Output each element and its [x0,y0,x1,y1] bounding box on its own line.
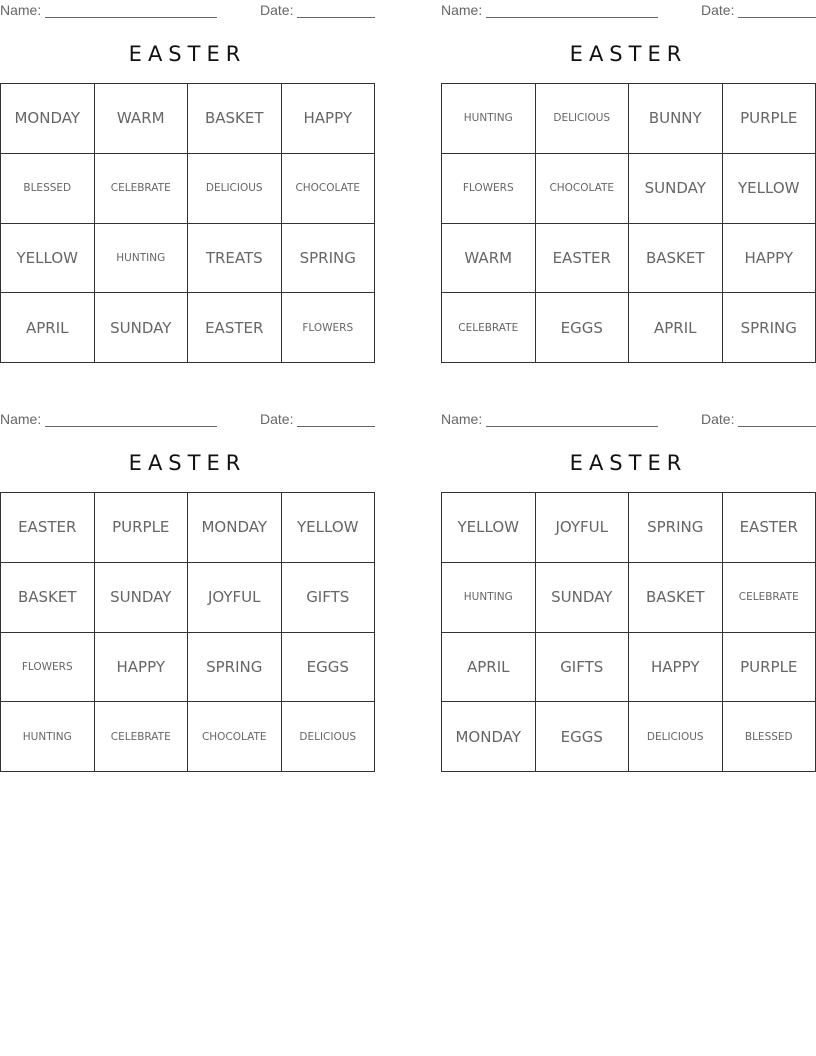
name-blank-line[interactable] [486,426,658,427]
bingo-cell[interactable]: MONDAY [442,702,536,772]
date-blank-line[interactable] [297,17,375,18]
date-label: Date: [701,411,735,427]
bingo-grid [0,492,375,772]
date-label: Date: [260,411,294,427]
name-blank-line[interactable] [45,426,217,427]
date-label: Date: [260,2,294,18]
bingo-cell[interactable]: DELICIOUS [629,702,723,772]
bingo-cell[interactable]: CHOCOLATE [282,154,376,224]
bingo-cell[interactable]: EASTER [188,293,282,363]
card-title: EASTER [569,42,688,66]
bingo-card [0,409,375,773]
bingo-cell[interactable]: BASKET [1,563,95,633]
bingo-cell[interactable]: MONDAY [1,84,95,154]
name-date-header [441,2,816,20]
bingo-cell[interactable]: SUNDAY [95,293,189,363]
bingo-cell[interactable]: BUNNY [629,84,723,154]
bingo-cell[interactable]: BLESSED [723,702,816,772]
bingo-cell[interactable]: YELLOW [1,224,95,294]
bingo-cell[interactable]: CELEBRATE [723,563,816,633]
bingo-cell[interactable]: EGGS [282,633,376,703]
bingo-card [441,409,816,773]
bingo-cell[interactable]: SUNDAY [629,154,723,224]
name-label: Name: [0,2,42,18]
bingo-cell[interactable]: DELICIOUS [282,702,376,772]
bingo-cell[interactable]: YELLOW [282,493,376,563]
bingo-cell[interactable]: CHOCOLATE [536,154,630,224]
bingo-cell[interactable]: HAPPY [723,224,816,294]
bingo-card [441,0,816,364]
bingo-cell[interactable]: GIFTS [282,563,376,633]
bingo-cell[interactable]: DELICIOUS [188,154,282,224]
bingo-cell[interactable]: FLOWERS [442,154,536,224]
bingo-cell[interactable]: EASTER [723,493,816,563]
bingo-cell[interactable]: SPRING [282,224,376,294]
bingo-cell[interactable]: JOYFUL [188,563,282,633]
bingo-cell[interactable]: HAPPY [95,633,189,703]
bingo-cell[interactable]: BASKET [188,84,282,154]
bingo-cell[interactable]: JOYFUL [536,493,630,563]
bingo-cell[interactable]: DELICIOUS [536,84,630,154]
bingo-cell[interactable]: BLESSED [1,154,95,224]
bingo-cell[interactable]: HUNTING [442,84,536,154]
bingo-cell[interactable]: SPRING [723,293,816,363]
date-label: Date: [701,2,735,18]
bingo-grid [441,83,816,363]
bingo-cell[interactable]: WARM [95,84,189,154]
bingo-cell[interactable]: SPRING [629,493,723,563]
bingo-cell[interactable]: APRIL [1,293,95,363]
bingo-cell[interactable]: TREATS [188,224,282,294]
bingo-grid [0,83,375,363]
bingo-cell[interactable]: HUNTING [95,224,189,294]
bingo-cell[interactable]: MONDAY [188,493,282,563]
bingo-cell[interactable]: HAPPY [282,84,376,154]
bingo-cell[interactable]: GIFTS [536,633,630,703]
bingo-grid [441,492,816,772]
bingo-cell[interactable]: SUNDAY [536,563,630,633]
bingo-cell[interactable]: EASTER [536,224,630,294]
bingo-cell[interactable]: CHOCOLATE [188,702,282,772]
card-title: EASTER [128,42,247,66]
bingo-cell[interactable]: CELEBRATE [442,293,536,363]
bingo-cell[interactable]: HUNTING [1,702,95,772]
name-blank-line[interactable] [486,17,658,18]
name-blank-line[interactable] [45,17,217,18]
date-blank-line[interactable] [738,17,816,18]
bingo-cell[interactable]: BASKET [629,563,723,633]
bingo-cell[interactable]: APRIL [629,293,723,363]
bingo-cell[interactable]: FLOWERS [1,633,95,703]
bingo-cell[interactable]: HAPPY [629,633,723,703]
bingo-cell[interactable]: SPRING [188,633,282,703]
name-label: Name: [441,411,483,427]
bingo-cell[interactable]: YELLOW [723,154,816,224]
name-label: Name: [441,2,483,18]
bingo-cell[interactable]: EGGS [536,702,630,772]
bingo-cell[interactable]: FLOWERS [282,293,376,363]
bingo-cell[interactable]: WARM [442,224,536,294]
bingo-cell[interactable]: PURPLE [723,633,816,703]
bingo-cell[interactable]: CELEBRATE [95,702,189,772]
bingo-cell[interactable]: APRIL [442,633,536,703]
bingo-cell[interactable]: PURPLE [95,493,189,563]
name-date-header [0,2,375,20]
bingo-cell[interactable]: PURPLE [723,84,816,154]
card-title: EASTER [569,451,688,475]
bingo-cell[interactable]: CELEBRATE [95,154,189,224]
bingo-cell[interactable]: BASKET [629,224,723,294]
bingo-cell[interactable]: YELLOW [442,493,536,563]
bingo-cell[interactable]: HUNTING [442,563,536,633]
card-title: EASTER [128,451,247,475]
name-label: Name: [0,411,42,427]
bingo-card [0,0,375,364]
date-blank-line[interactable] [297,426,375,427]
bingo-cell[interactable]: SUNDAY [95,563,189,633]
name-date-header [441,411,816,429]
bingo-cell[interactable]: EASTER [1,493,95,563]
bingo-cell[interactable]: EGGS [536,293,630,363]
name-date-header [0,411,375,429]
date-blank-line[interactable] [738,426,816,427]
